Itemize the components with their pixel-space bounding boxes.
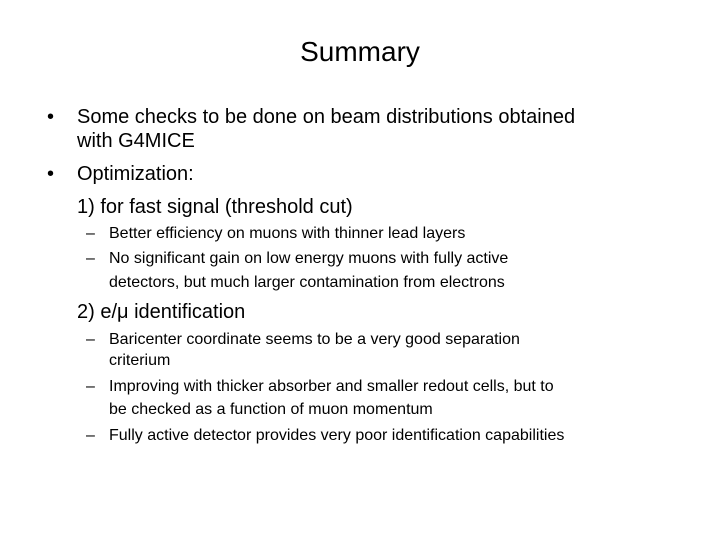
dash-marker: – xyxy=(86,331,95,348)
dash-marker: – xyxy=(86,378,95,395)
identification-point-2: Improving with thicker absorber and smaller redout cells, but to xyxy=(109,378,554,395)
identification-point-1-continued: criterium xyxy=(109,352,171,369)
fast-signal-point-2: No significant gain on low energy muons with fully active xyxy=(109,250,509,267)
fast-signal-point-2-continued: detectors, but much larger contamination from electrons xyxy=(109,274,505,291)
identification-point-2-continued: be checked as a function of muon momentum xyxy=(109,401,433,418)
dash-marker: – xyxy=(86,250,95,267)
dash-marker: – xyxy=(86,427,95,444)
fast-signal-heading: 1) for fast signal (threshold cut) xyxy=(77,196,353,218)
identification-point-3: Fully active detector provides very poor identification capabilities xyxy=(109,427,565,444)
bullet-checks-text: Some checks to be done on beam distributions obtained xyxy=(77,106,576,128)
bullet-marker: • xyxy=(47,106,55,128)
slide-title: Summary xyxy=(300,36,420,67)
fast-signal-point-1: Better efficiency on muons with thinner lead layers xyxy=(109,225,466,242)
dash-marker: – xyxy=(86,225,95,242)
bullet-marker: • xyxy=(47,163,55,185)
identification-heading: 2) e/μ identification xyxy=(77,301,246,323)
bullet-checks-text-continued: with G4MICE xyxy=(77,130,195,152)
identification-point-1: Baricenter coordinate seems to be a very good separation xyxy=(109,331,520,348)
bullet-optimization-label: Optimization: xyxy=(77,163,194,185)
